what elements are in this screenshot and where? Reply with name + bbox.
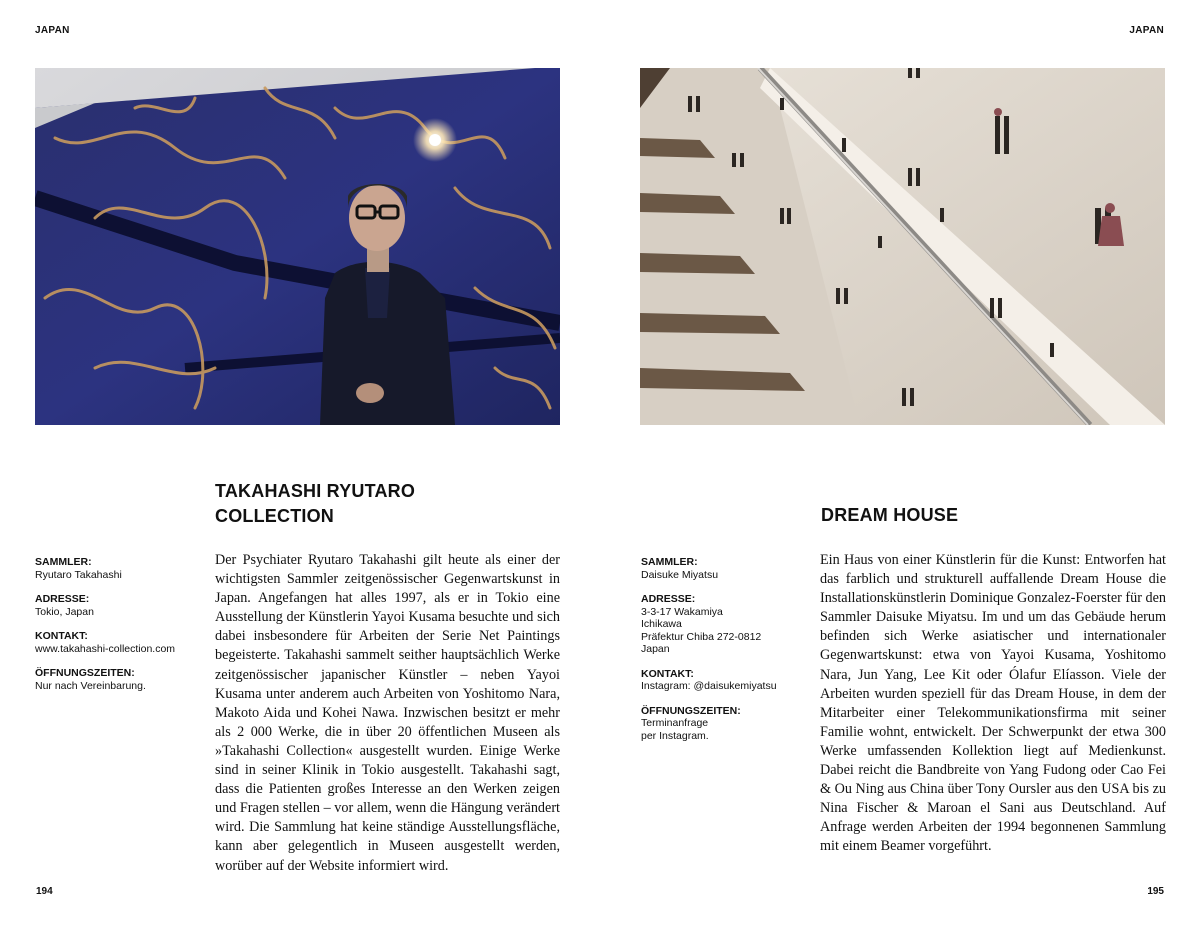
contact-value: Instagram: @daisukemiyatsu (641, 680, 777, 692)
address-label: ADRESSE: (35, 593, 90, 605)
contact-value: www.takahashi-collection.com (35, 642, 176, 655)
address-value: 3-3-17 Wakamiya Ichikawa Präfektur Chiba 272-0812 Japan (641, 605, 762, 655)
collector-label: SAMMLER: (641, 556, 698, 568)
photo-collector-portrait (35, 68, 560, 425)
article-body-right: Ein Haus von einer Künstlerin für die Kunst: Entworfen hat das farblich und strukturell auffallende Dream House die Installationskünstlerin Dominique Gonzalez-Foerster für den Sammler Daisuke Miyatsu. Im und um das Gebäude herum befinden sich Werke asiatischer und internationaler Gegenwartskunst: etwa von Yayoi Kusama, Yoshitomo Nara, Jun Yang, Lee Kit oder Ólafur Elíasson. Viele der Arbeiten wurden speziell für das Dream House, in dem der Mitarbeiter einer Telekommunikationsfirma mit seiner Familie wohnt, entwickelt. Der Schwerpunkt der etwa 300 Werke umfassenden Kollektion liegt auf Medienkunst. Dabei reicht die Bandbreite von Yang Fudong oder Cao Fei & Ou Ning aus China über Tony Oursler aus den USA bis zu Nina Fischer & Maroan el Sani aus Deutschland. Auf Anfrage werden Arbeiten der 1994 begonnenen Sammlung mit einem Beamer vorgeführt. (820, 552, 1166, 855)
info-column-left (35, 556, 210, 704)
info-column-right (641, 556, 811, 754)
staircase-illustration (640, 68, 1165, 425)
collector-label: SAMMLER: (35, 556, 92, 568)
address-block (35, 593, 210, 618)
title-line-1: TAKAHASHI RYUTARO (215, 481, 416, 501)
hours-label: ÖFFNUNGSZEITEN: (641, 704, 741, 717)
collector-block (641, 556, 811, 581)
photo-dream-house-staircase (640, 68, 1165, 425)
contact-block (35, 630, 210, 655)
article-title-left (215, 479, 535, 529)
page-number-left: 194 (36, 886, 53, 897)
collector-block (35, 556, 210, 581)
address-block (641, 593, 811, 656)
article-body-left: Der Psychiater Ryutaro Takahashi gilt heute als einer der wichtigsten Sammler zeitgenössischer Gegenwartskunst in Japan. Angefangen hat alles 1997, als er in Tokio eine Ausstellung der Künstlerin Yayoi Kusama besuchte und sich dabei insbesondere für Arbeiten der Serie Net Paintings begeisterte. Takahashi sammelt seither hauptsächlich Werke zeitgenössischer japanischer Künstler – neben Yayoi Kusama unter anderem auch Arbeiten von Yoshitomo Nara, Makoto Aida und Kohei Nawa. Inzwischen besitzt er mehr als 2 000 Werke, die in über 20 öffentlichen Museen als »Takahashi Collection« ausgestellt wurden. Einige Werke sind in seiner Klinik in Tokio ausgestellt. Takahashi sagt, dass die Patienten großes Interesse an den Werken zeigen und Fragen stellen – vor allem, wenn die Hängung verändert wird. Die Sammlung hat keine ständige Ausstellungsfläche, kann aber gelegentlich in Museen ausgestellt werden, worüber auf der Website informiert wird. (215, 552, 560, 874)
article-title-right: DREAM HOUSE (821, 505, 959, 525)
hours-block (641, 705, 811, 743)
collector-portrait-illustration (35, 68, 560, 425)
title-line-2: COLLECTION (215, 506, 334, 526)
address-label: ADRESSE: (641, 593, 696, 605)
hours-label: ÖFFNUNGSZEITEN: (35, 667, 135, 679)
contact-label: KONTAKT: (35, 630, 88, 642)
hours-value: Terminanfrage per Instagram. (641, 717, 709, 742)
collector-value: Ryutaro Takahashi (35, 568, 122, 581)
hours-value: Nur nach Vereinbarung. (35, 679, 146, 692)
collector-value: Daisuke Miyatsu (641, 568, 719, 581)
page-number-right: 195 (1147, 886, 1164, 897)
running-head-left: JAPAN (35, 25, 70, 36)
running-head-right: JAPAN (1129, 25, 1164, 36)
address-value: Tokio, Japan (35, 605, 94, 618)
contact-label: KONTAKT: (641, 667, 694, 680)
contact-block (641, 668, 811, 693)
hours-block (35, 667, 210, 692)
